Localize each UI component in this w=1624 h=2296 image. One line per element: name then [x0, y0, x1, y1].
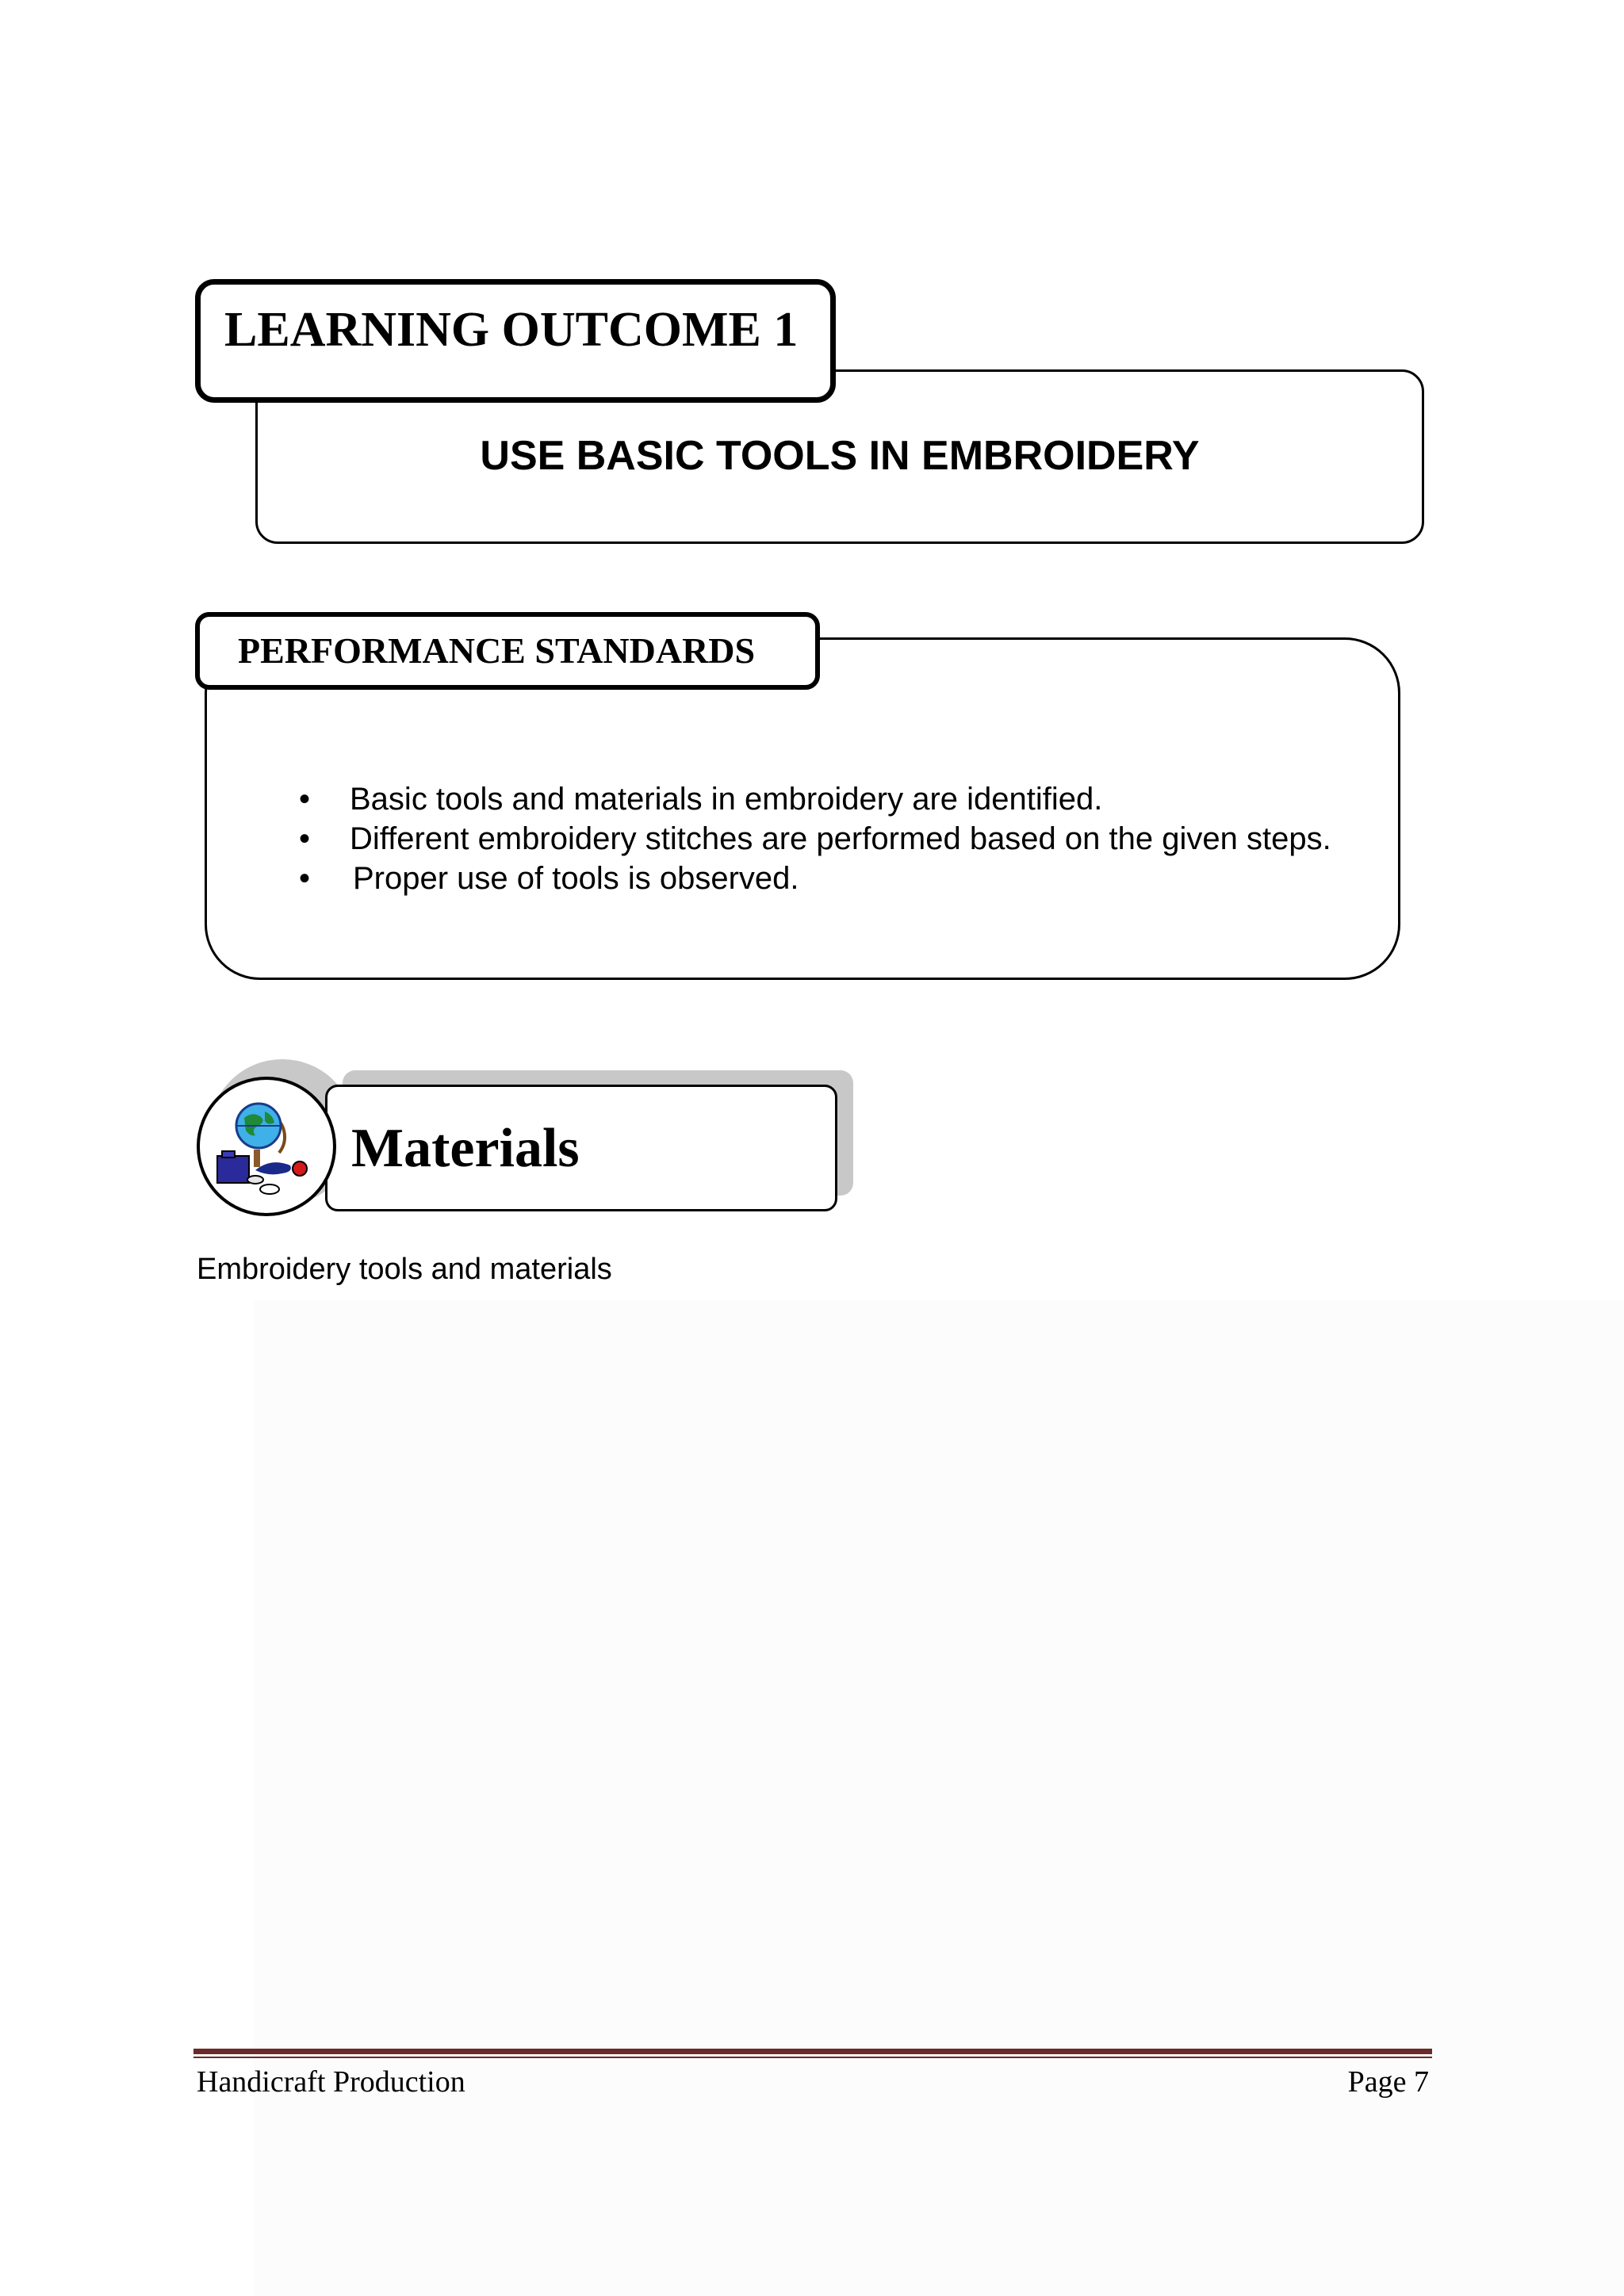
- performance-standards-title: PERFORMANCE STANDARDS: [238, 630, 756, 671]
- materials-heading: Materials: [351, 1118, 580, 1179]
- learning-outcome-tab: [195, 279, 836, 403]
- list-item: • Basic tools and materials in embroidery are identified.: [255, 779, 1331, 819]
- materials-text: Embroidery tools and materials: [197, 1253, 612, 1286]
- list-item: • Proper use of tools is observed.: [255, 859, 1331, 898]
- list-item: • Different embroidery stitches are performed based on the given steps.: [255, 819, 1331, 859]
- globe-books-clipart-icon: [197, 1077, 336, 1216]
- performance-standards-tab: [195, 612, 820, 690]
- page-shading: [254, 1300, 1624, 2296]
- footer-document-title: Handicraft Production: [197, 2065, 465, 2099]
- footer-page-number: Page 7: [1347, 2065, 1429, 2099]
- footer-rule: [193, 2049, 1432, 2054]
- performance-standards-list: [255, 779, 1331, 898]
- learning-outcome-title: LEARNING OUTCOME 1: [224, 303, 799, 357]
- learning-outcome-subtitle: USE BASIC TOOLS IN EMBROIDERY: [480, 433, 1200, 479]
- footer-rule-thin: [193, 2057, 1432, 2058]
- materials-heading-box: [325, 1085, 837, 1211]
